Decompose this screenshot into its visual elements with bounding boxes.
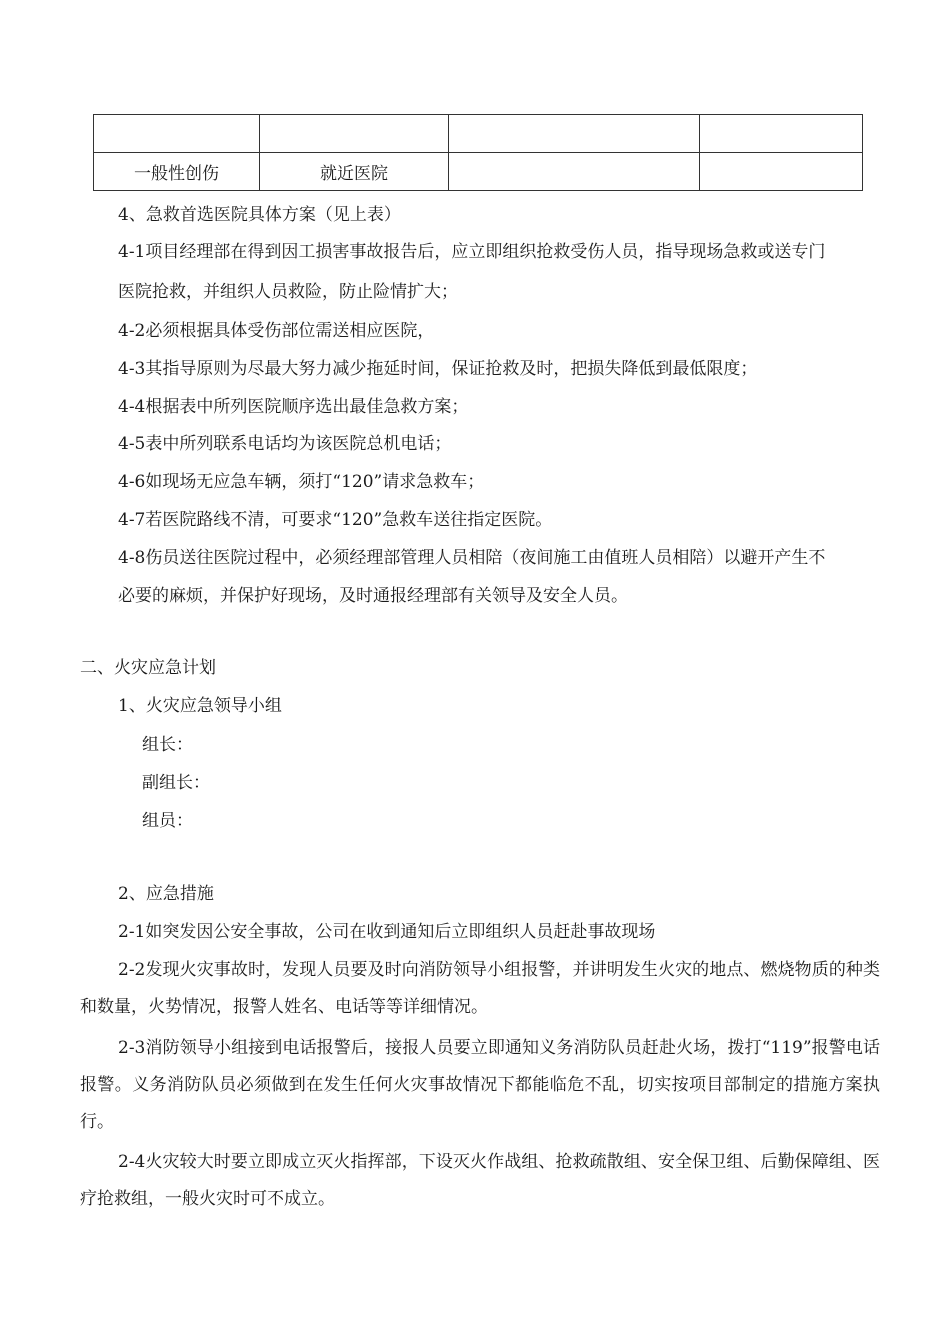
member-label: 组员： [142, 811, 193, 831]
paragraph: 4-6如现场无应急车辆，须打“120”请求急救车； [118, 472, 485, 492]
table-cell-hospital: 就近医院 [260, 153, 449, 191]
paragraph-line: 医院抢救，并组织人员救险，防止险情扩大； [118, 282, 458, 302]
measures-heading: 2、应急措施 [118, 884, 214, 904]
measure-paragraph: 2-1如突发因公安全事故，公司在收到通知后立即组织人员赶赴事故现场 [118, 922, 656, 942]
deputy-label: 副组长： [142, 773, 210, 793]
measure-paragraph: 2-3消防领导小组接到电话报警后，接报人员要立即通知义务消防队员赶赴火场，拨打“119”报警电话报警。义务消防队员必须做到在发生任何火灾事故情况下都能临危不乱，切实按项目部制定的措施方案执行。 [80, 1038, 880, 1132]
table-cell [449, 153, 700, 191]
table-cell [94, 115, 260, 153]
fire-plan-title: 二、火灾应急计划 [80, 658, 216, 678]
table-cell [260, 115, 449, 153]
table-cell-injury-type: 一般性创伤 [94, 153, 260, 191]
paragraph: 4-7若医院路线不清，可要求“120”急救车送往指定医院。 [118, 510, 553, 530]
leader-label: 组长： [142, 735, 193, 755]
paragraph: 4-2必须根据具体受伤部位需送相应医院， [118, 321, 435, 341]
table-row [94, 153, 863, 191]
table-cell [700, 115, 863, 153]
paragraph: 4-5表中所列联系电话均为该医院总机电话； [118, 434, 452, 454]
measure-paragraph: 2-4火灾较大时要立即成立灭火指挥部，下设灭火作战组、抢救疏散组、安全保卫组、后勤保障组、医疗抢救组，一般火灾时可不成立。 [80, 1152, 880, 1209]
table-row [94, 115, 863, 153]
group-heading: 1、火灾应急领导小组 [118, 696, 282, 716]
paragraph-line: 4-1项目经理部在得到因工损害事故报告后，应立即组织抢救受伤人员，指导现场急救或送专门 [118, 242, 826, 262]
table-cell [700, 153, 863, 191]
paragraph: 4-3其指导原则为尽最大努力减少拖延时间，保证抢救及时，把损失降低到最低限度； [118, 359, 758, 379]
paragraph-line: 必要的麻烦，并保护好现场，及时通报经理部有关领导及安全人员。 [118, 586, 628, 606]
paragraph: 4-4根据表中所列医院顺序选出最佳急救方案； [118, 397, 469, 417]
table-cell [449, 115, 700, 153]
hospital-table [93, 114, 863, 191]
section-heading: 4、急救首选医院具体方案（见上表） [118, 205, 401, 225]
measure-paragraph: 2-2发现火灾事故时，发现人员要及时向消防领导小组报警，并讲明发生火灾的地点、燃烧物质的种类和数量，火势情况，报警人姓名、电话等等详细情况。 [80, 960, 880, 1017]
paragraph-line: 4-8伤员送往医院过程中，必须经理部管理人员相陪（夜间施工由值班人员相陪）以避开产生不 [118, 548, 826, 568]
